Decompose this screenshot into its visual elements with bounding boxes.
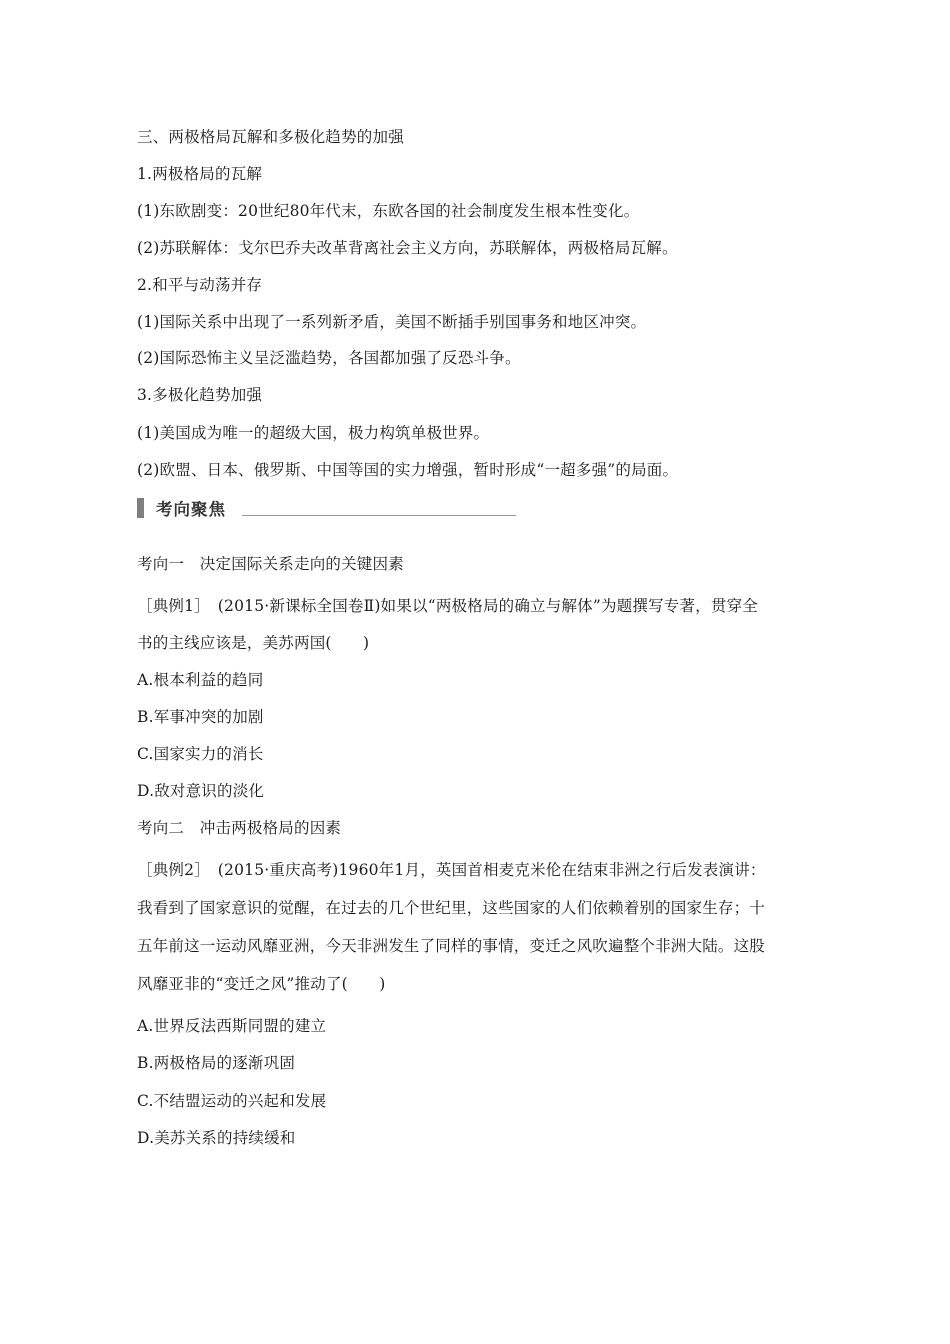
heading-underline [242,515,516,516]
example2-option-c: C.不结盟运动的兴起和发展 [137,1092,327,1110]
section-title: 三、两极格局瓦解和多极化趋势的加强 [137,128,404,146]
example1-option-b: B.军事冲突的加剧 [137,708,264,726]
part2-title: 2.和平与动荡并存 [137,276,263,294]
part1-title: 1.两极格局的瓦解 [137,165,263,183]
example2-line-2: 我看到了国家意识的觉醒，在过去的几个世纪里，这些国家的人们依赖着别的国家生存；十 [137,899,766,917]
example1-option-a: A.根本利益的趋同 [137,671,264,689]
heading-bar-marker [137,498,144,518]
part1-item-2: (2)苏联解体：戈尔巴乔夫改革背离社会主义方向，苏联解体，两极格局瓦解。 [137,239,678,257]
example1-line-1: ［典例1］ (2015·新课标全国卷Ⅱ)如果以“两极格局的确立与解体”为题撰写专著，贯穿全 [137,597,758,615]
part3-item-1: (1)美国成为唯一的超级大国，极力构筑单极世界。 [137,424,490,442]
example2-option-b: B.两极格局的逐渐巩固 [137,1054,296,1072]
direction1-title: 考向一 决定国际关系走向的关键因素 [137,555,404,573]
example1-option-d: D.敌对意识的淡化 [137,782,265,800]
example2-line-1: ［典例2］ (2015·重庆高考)1960年1月，英国首相麦克米伦在结束非洲之行后发表演讲： [137,861,766,879]
focus-heading [137,497,226,519]
part2-item-2: (2)国际恐怖主义呈泛滥趋势，各国都加强了反恐斗争。 [137,349,521,367]
direction2-title: 考向二 冲击两极格局的因素 [137,819,342,837]
part1-item-1: (1)东欧剧变：20世纪80年代末，东欧各国的社会制度发生根本性变化。 [137,202,640,220]
example1-option-c: C.国家实力的消长 [137,745,264,763]
part3-item-2: (2)欧盟、日本、俄罗斯、中国等国的实力增强，暂时形成“一超多强”的局面。 [137,461,679,479]
part2-item-1: (1)国际关系中出现了一系列新矛盾，美国不断插手别国事务和地区冲突。 [137,313,647,331]
part3-title: 3.多极化趋势加强 [137,386,263,404]
example2-line-4: 风靡亚非的“变迁之风”推动了( ) [137,975,386,993]
example1-line-2: 书的主线应该是，美苏两国( ) [137,634,370,652]
example2-option-d: D.美苏关系的持续缓和 [137,1129,296,1147]
example2-option-a: A.世界反法西斯同盟的建立 [137,1017,327,1035]
example2-line-3: 五年前这一运动风靡亚洲，今天非洲发生了同样的事情，变迁之风吹遍整个非洲大陆。这股 [137,937,766,955]
focus-heading-text: 考向聚焦 [156,500,226,519]
